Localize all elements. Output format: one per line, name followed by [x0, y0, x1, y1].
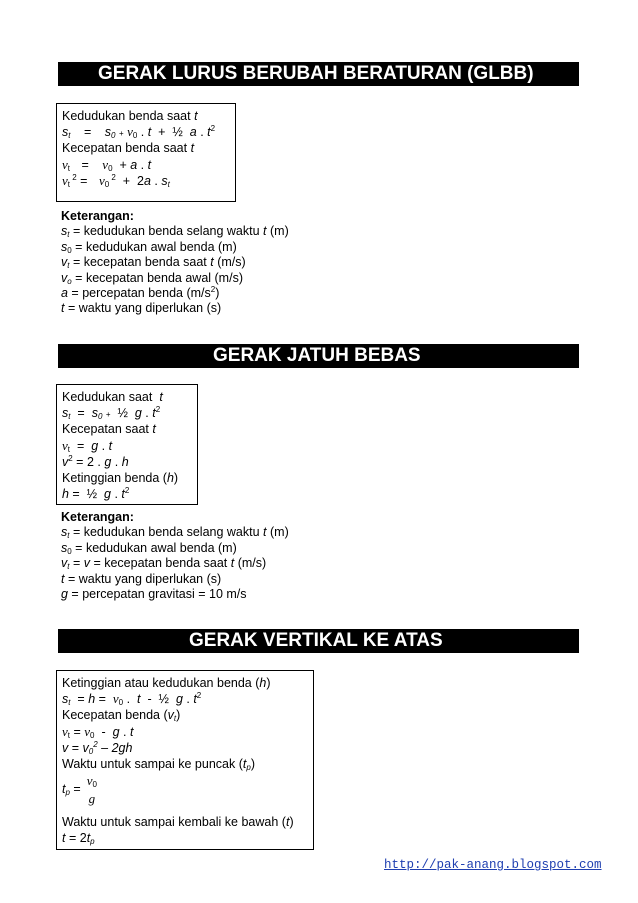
- jatuh-kedudukan-label: Kedudukan saat t: [62, 390, 163, 404]
- section-title-glbb: [58, 62, 579, 86]
- vertikal-formula-box: [56, 670, 314, 850]
- glbb-kecepatan-label: Kecepatan benda saat t: [62, 141, 195, 156]
- glbb-title: GERAK LURUS BERUBAH BERATURAN (GLBB): [98, 63, 534, 84]
- vertikal-ketinggian-label: Ketinggian atau kedudukan benda (h): [62, 676, 271, 690]
- jatuh-velocity-formula: $v_t = g$ . t: [62, 437, 113, 454]
- jatuh-velocity-squared-formula: $v^2 = 2$ . g . h: [62, 453, 129, 469]
- jatuh-keterangan-heading: Keterangan:: [61, 510, 134, 524]
- glbb-keterangan-heading: Keterangan:: [61, 209, 134, 223]
- glbb-ket-vo: $v_o$ = kecepatan benda awal (m/s): [61, 270, 243, 286]
- glbb-ket-t: t = waktu yang diperlukan (s): [61, 301, 222, 316]
- glbb-ket-st: $s_t$ = kedudukan benda selang waktu t (m): [61, 224, 289, 240]
- vertikal-total-time-formula: $t = 2t_p$: [62, 831, 95, 847]
- jatuh-position-formula: $s_t = s_0$ + ½ g . $t^2$: [62, 405, 161, 422]
- glbb-velocity-squared-formula: $v_t$ $^2 = v_0$ $^2$ + 2a . $s_t$: [62, 172, 170, 189]
- jatuh-ket-t: t = waktu yang diperlukan (s): [61, 571, 222, 586]
- glbb-ket-a: a = percepatan benda $(m/s^2)$: [61, 284, 220, 300]
- jatuh-ketinggian-label: Ketinggian benda (h): [62, 470, 179, 485]
- glbb-ket-s0: $s_0$ = kedudukan awal benda (m): [61, 239, 237, 255]
- jatuh-ket-g: g = percepatan gravitasi = 10 m/s: [61, 586, 247, 601]
- glbb-keterangan: [61, 209, 289, 317]
- glbb-formula-box: [56, 103, 236, 202]
- section-title-jatuh-bebas: [58, 344, 579, 368]
- vertikal-kecepatan-label: Kecepatan benda $(v_t)$: [62, 708, 181, 724]
- glbb-position-formula: $s_t = s_0 + v_0$ . t + ½ a . $t^2$: [62, 124, 216, 141]
- blog-url-link[interactable]: http://pak-anang.blogspot.com: [384, 858, 602, 872]
- vertikal-velocity-squared-formula: $v = v_0^2 - 2gh$: [62, 739, 133, 756]
- jatuh-formula-box: [56, 384, 198, 505]
- glbb-ket-vt: $v_t$ = kecepatan benda saat t (m/s): [61, 255, 246, 271]
- vertikal-velocity-formula: $v_t = v_0 - g$ . t: [62, 723, 134, 740]
- jatuh-title: GERAK JATUH BEBAS: [213, 345, 421, 366]
- glbb-kedudukan-label: Kedudukan benda saat t: [62, 109, 198, 123]
- vertikal-title: GERAK VERTIKAL KE ATAS: [189, 630, 443, 651]
- jatuh-ket-s0: $s_0$ = kedudukan awal benda (m): [61, 540, 237, 556]
- vertikal-tp-fraction: $v_0$ g: [86, 772, 97, 806]
- jatuh-height-formula: h = ½ g . $t^2$: [62, 486, 130, 502]
- section-title-vertikal: [58, 629, 579, 653]
- jatuh-ket-vt: $v_t = v$ = kecepatan benda saat t (m/s): [61, 556, 267, 572]
- jatuh-keterangan: [61, 510, 289, 602]
- vertikal-tp-formula: $t_p$ = $v_0$ g: [62, 772, 97, 806]
- jatuh-ket-st: $s_t$ = kedudukan benda selang waktu t (m): [61, 525, 289, 541]
- jatuh-kecepatan-label: Kecepatan saat t: [62, 422, 156, 437]
- vertikal-position-formula: $s_t = h = v_0$ . t - ½ g . $t^2$: [62, 691, 202, 708]
- vertikal-puncak-label: Waktu untuk sampai ke puncak $(t_p)$: [62, 756, 255, 772]
- glbb-velocity-formula: $v_t = v_0 + a$ . t: [62, 156, 152, 173]
- vertikal-kembali-label: Waktu untuk sampai kembali ke bawah (t): [62, 815, 294, 830]
